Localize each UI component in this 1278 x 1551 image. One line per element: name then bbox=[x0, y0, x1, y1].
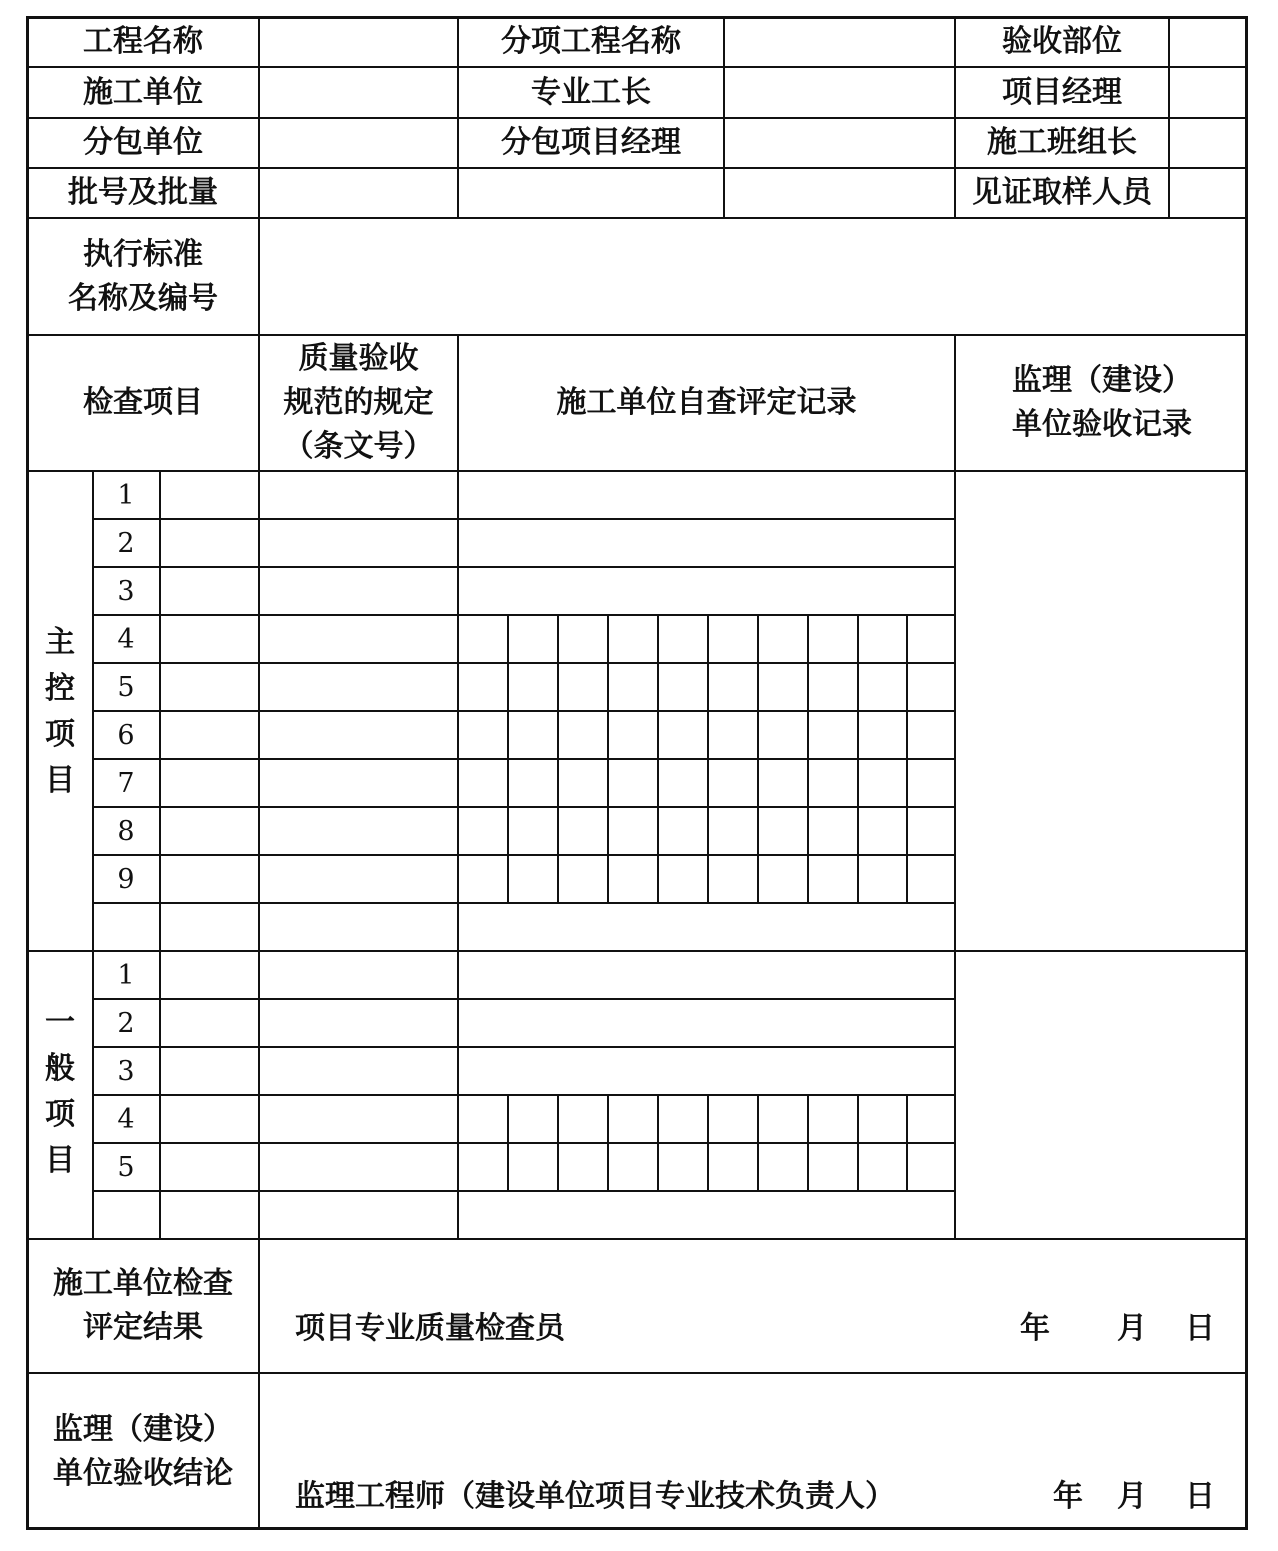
check-item-header: 检查项目 bbox=[83, 385, 203, 420]
witness-label: 见证取样人员 bbox=[972, 175, 1152, 210]
rule bbox=[507, 614, 509, 902]
rule bbox=[26, 470, 1248, 472]
engineer-label: 监理工程师（建设单位项目专业技术负责人） bbox=[295, 1479, 895, 1514]
rule bbox=[92, 662, 954, 664]
rule bbox=[92, 710, 954, 712]
date-day: 日 bbox=[1185, 1479, 1215, 1514]
rule bbox=[26, 950, 1248, 952]
rule bbox=[757, 614, 759, 902]
self-check-header: 施工单位自查评定记录 bbox=[556, 385, 857, 420]
sub-project-name-label: 分项工程名称 bbox=[501, 24, 681, 59]
rule bbox=[92, 614, 954, 616]
supervision-record-header: 监理（建设） 单位验收记录 bbox=[1012, 363, 1192, 442]
rule bbox=[1168, 16, 1170, 217]
rule bbox=[92, 1190, 954, 1192]
rule bbox=[92, 1142, 954, 1144]
project-manager-label: 项目经理 bbox=[1002, 74, 1122, 110]
rule bbox=[92, 806, 954, 808]
rule bbox=[557, 1094, 559, 1190]
rule bbox=[607, 614, 609, 902]
project-name-label: 工程名称 bbox=[83, 24, 203, 59]
construction-unit-label: 施工单位 bbox=[83, 74, 203, 110]
rule bbox=[807, 1094, 809, 1190]
row-number: 2 bbox=[117, 1007, 135, 1039]
rule bbox=[92, 1094, 954, 1096]
construction-result-label: 施工单位检查 评定结果 bbox=[53, 1266, 233, 1345]
date-day: 日 bbox=[1185, 1311, 1215, 1346]
row-number: 2 bbox=[117, 527, 135, 559]
specialty-foreman-label: 专业工长 bbox=[531, 74, 651, 110]
row-number: 4 bbox=[117, 623, 135, 655]
subcontractor-label: 分包单位 bbox=[83, 125, 203, 160]
rule bbox=[757, 1094, 759, 1190]
row-number: 6 bbox=[117, 719, 135, 751]
row-number: 3 bbox=[117, 575, 135, 607]
rule bbox=[507, 1094, 509, 1190]
date-month: 月 bbox=[1117, 1479, 1147, 1514]
general-label: 一 般 项 目 bbox=[45, 1005, 75, 1178]
row-number: 3 bbox=[117, 1055, 135, 1087]
rule bbox=[857, 1094, 859, 1190]
rule bbox=[707, 1094, 709, 1190]
row-number: 1 bbox=[117, 479, 135, 511]
rule bbox=[92, 854, 954, 856]
rule bbox=[92, 566, 954, 568]
row-number: 5 bbox=[117, 1151, 135, 1183]
sub-project-manager-label: 分包项目经理 bbox=[501, 125, 681, 160]
rule bbox=[607, 1094, 609, 1190]
team-leader-label: 施工班组长 bbox=[987, 125, 1137, 160]
row-number: 4 bbox=[117, 1103, 135, 1135]
date-month: 月 bbox=[1117, 1311, 1147, 1346]
rule bbox=[657, 1094, 659, 1190]
acceptance-part-label: 验收部位 bbox=[1002, 24, 1122, 59]
rule bbox=[92, 902, 954, 904]
rule bbox=[258, 16, 260, 1530]
rule bbox=[657, 614, 659, 902]
rule bbox=[807, 614, 809, 902]
date-year: 年 bbox=[1020, 1311, 1050, 1346]
inspector-label: 项目专业质量检查员 bbox=[295, 1311, 565, 1346]
rule bbox=[723, 16, 725, 217]
rule bbox=[857, 614, 859, 902]
rule bbox=[92, 758, 954, 760]
row-number: 7 bbox=[117, 767, 135, 799]
standard-label: 执行标准 名称及编号 bbox=[68, 236, 218, 316]
row-number: 1 bbox=[117, 959, 135, 991]
row-number: 5 bbox=[117, 671, 135, 703]
rule bbox=[92, 1046, 954, 1048]
rule bbox=[92, 518, 954, 520]
row-number: 8 bbox=[117, 815, 135, 847]
spec-rule-header: 质量验收 规范的规定 （条文号） bbox=[283, 341, 434, 464]
rule bbox=[92, 998, 954, 1000]
main-control-label: 主 控 项 目 bbox=[45, 625, 75, 798]
date-year: 年 bbox=[1053, 1479, 1083, 1514]
rule bbox=[707, 614, 709, 902]
rule bbox=[906, 1094, 908, 1190]
rule bbox=[557, 614, 559, 902]
row-number: 9 bbox=[117, 863, 135, 895]
batch-label: 批号及批量 bbox=[68, 175, 218, 210]
rule bbox=[906, 614, 908, 902]
supervision-conclusion-label: 监理（建设） 单位验收结论 bbox=[53, 1412, 233, 1491]
